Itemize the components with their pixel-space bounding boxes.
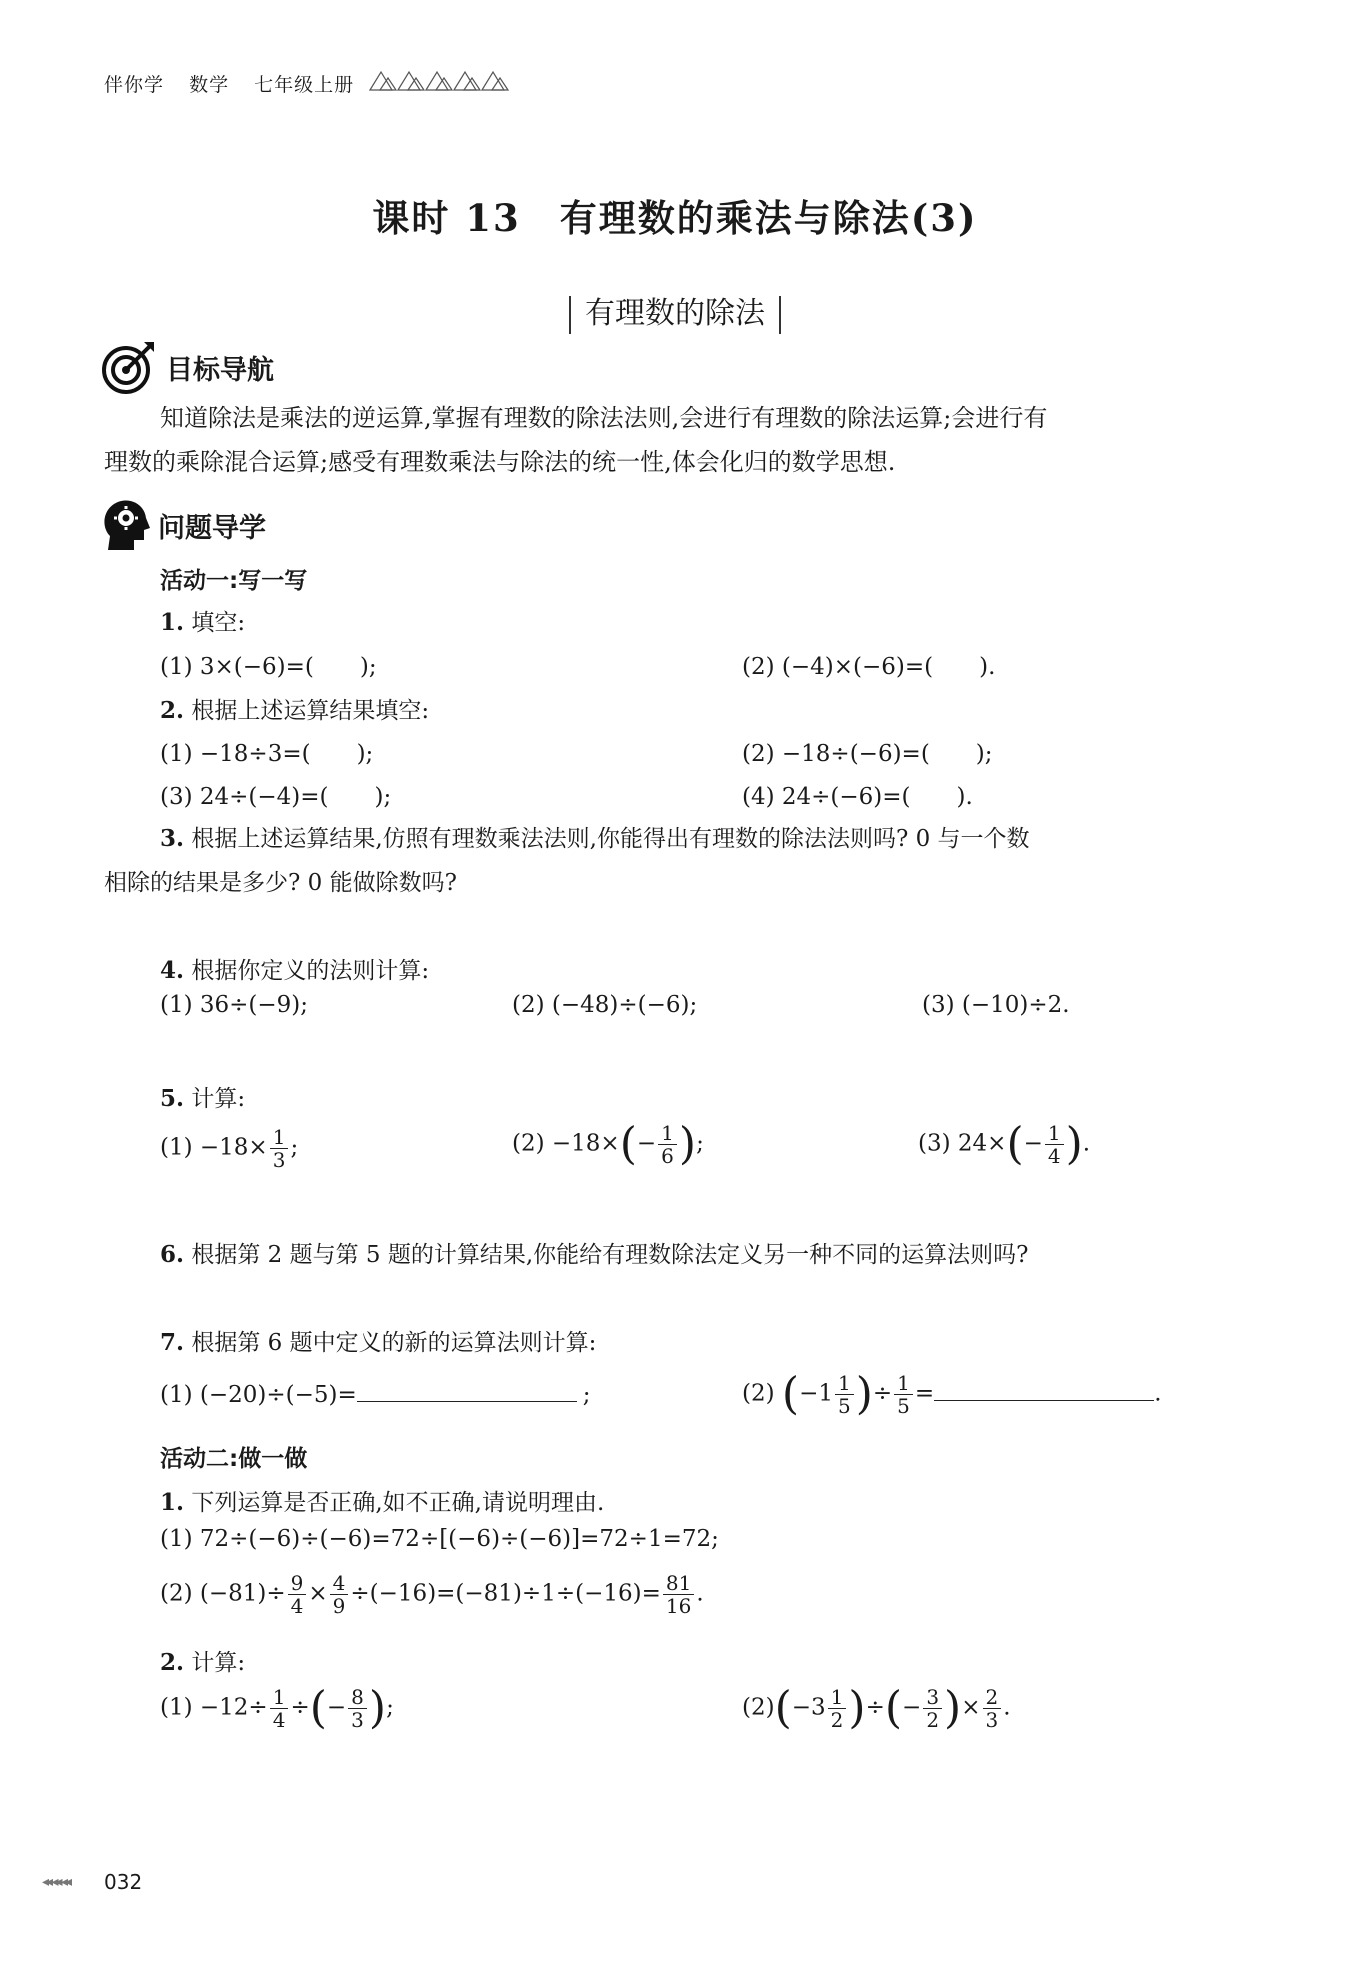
q1-part-a: (1) 3×(−6)=( );	[160, 654, 377, 680]
q5-part-a	[160, 1126, 298, 1171]
subtitle-bar-left	[569, 296, 571, 334]
q3-line-1	[160, 820, 1030, 853]
guide-heading: 问题导学	[158, 513, 266, 544]
a2-q2-text: 计算:	[191, 1650, 246, 1676]
a2q1b-fraction-1	[288, 1572, 307, 1617]
q7-text: 根据第 6 题中定义的新的运算法则计算:	[191, 1330, 597, 1356]
q5b-den: 6	[661, 1144, 674, 1168]
q5c-fraction	[1045, 1122, 1064, 1167]
q5b-sign: −	[636, 1130, 657, 1157]
goal-heading: 目标导航	[166, 355, 274, 386]
q5c-num: 1	[1045, 1122, 1064, 1145]
a2-q1-text: 下列运算是否正确,如不正确,请说明理由.	[191, 1490, 605, 1516]
q7b-fraction-2	[894, 1372, 913, 1417]
q4-num: 4.	[160, 957, 185, 984]
a2q2b-end: .	[1003, 1694, 1011, 1721]
a2q1b-mul: ×	[308, 1580, 328, 1607]
q5b-end: ;	[696, 1130, 704, 1157]
q7b-label: (2)	[742, 1380, 775, 1407]
series-name: 伴你学	[104, 74, 165, 96]
a2q2b-whole: −3	[791, 1694, 826, 1721]
a2q2a-fraction-1	[270, 1686, 289, 1731]
a2q1b-den-2: 9	[332, 1594, 346, 1618]
q7b-whole: −1	[799, 1380, 833, 1407]
a2q2a-num-1: 1	[270, 1686, 289, 1709]
q5-part-c: (3) 24×(− $\frac{1}{4}$ ).	[918, 1118, 1091, 1170]
q5a-num: 1	[270, 1126, 289, 1149]
q7-part-b: (2) (−1 $\frac{1}{5}$ )÷ $\frac{1}{5}$ = .	[742, 1368, 1162, 1420]
q7-part-a	[160, 1382, 591, 1408]
a2q2a-fraction-2	[348, 1686, 367, 1731]
q7b-fraction-1	[835, 1372, 854, 1417]
activity2-title: 活动二:做一做	[160, 1446, 308, 1472]
a2q1b-num-3: 81	[663, 1572, 694, 1595]
q2-part-c: (3) 24÷(−4)=( );	[160, 784, 392, 810]
q2-part-d: (4) 24÷(−6)=( ).	[742, 784, 973, 810]
page-number: 032	[104, 1870, 143, 1894]
q2-num: 2.	[160, 697, 185, 724]
q1-num: 1.	[160, 609, 185, 636]
a2q1b-den-1: 4	[290, 1594, 304, 1618]
q3-line-2: 相除的结果是多少? 0 能做除数吗?	[104, 870, 457, 896]
a2-q2-stem	[160, 1644, 245, 1677]
q5-stem	[160, 1080, 245, 1113]
a2q2b-sign: −	[902, 1694, 922, 1721]
a2-q1-stem	[160, 1484, 604, 1517]
target-icon	[100, 340, 156, 396]
a2q2b-mul: ×	[961, 1694, 981, 1721]
q5c-expr: (3) 24×	[918, 1130, 1007, 1157]
q5-text: 计算:	[191, 1086, 246, 1112]
head-gear-icon	[100, 498, 150, 554]
q5c-sign: −	[1023, 1130, 1043, 1157]
q7b-num-1: 1	[835, 1372, 854, 1395]
q7a-expr: (1) (−20)÷(−5)=	[160, 1382, 357, 1408]
a2q2b-div: ÷	[865, 1694, 885, 1721]
q5c-end: .	[1082, 1130, 1091, 1157]
q7b-div: ÷	[872, 1380, 893, 1407]
a2q1b-end: .	[696, 1580, 704, 1607]
q2-text: 根据上述运算结果填空:	[191, 698, 430, 724]
q2-part-b: (2) −18÷(−6)=( );	[742, 741, 993, 767]
subtitle-bar-right	[779, 296, 781, 334]
q7a-end: ;	[582, 1382, 591, 1408]
q1-part-b: (2) (−4)×(−6)=( ).	[742, 654, 996, 680]
triangle-decoration-icon	[368, 68, 518, 94]
a2q2a-den-2: 3	[351, 1708, 364, 1732]
q5b-expr: (2) −18×	[512, 1130, 620, 1157]
goal-line-1: 知道除法是乘法的逆运算,掌握有理数的除法法则,会进行有理数的除法运算;会进行有	[160, 404, 1048, 432]
q7b-answer-blank[interactable]	[934, 1400, 1154, 1401]
q3-num: 3.	[160, 825, 185, 852]
q4-part-a: (1) 36÷(−9);	[160, 992, 309, 1018]
q5a-fraction	[270, 1126, 289, 1171]
lesson-title: 课时 13 有理数的乘法与除法(3)	[372, 196, 978, 240]
q1-text: 填空:	[191, 610, 246, 636]
q7b-den-2: 5	[897, 1394, 910, 1418]
q4-part-b: (2) (−48)÷(−6);	[512, 992, 698, 1018]
a2q2b-den-3: 3	[985, 1708, 999, 1732]
q7a-answer-blank[interactable]	[357, 1401, 577, 1402]
q6-text: 根据第 2 题与第 5 题的计算结果,你能给有理数除法定义另一种不同的运算法则吗?	[191, 1242, 1029, 1268]
goal-line-2: 理数的乘除混合运算;感受有理数乘法与除法的统一性,体会化归的数学思想.	[104, 448, 896, 476]
a2q2a-div: ÷	[290, 1694, 310, 1721]
q4-stem	[160, 952, 429, 985]
q4-text: 根据你定义的法则计算:	[191, 958, 430, 984]
a2q2b-num-2: 3	[923, 1686, 942, 1709]
a2q2a-end: ;	[386, 1694, 394, 1721]
q5a-expr: (1) −18×	[160, 1134, 268, 1161]
grade-name: 七年级上册	[254, 74, 355, 96]
q3-text-1: 根据上述运算结果,仿照有理数乘法法则,你能得出有理数的除法法则吗? 0 与一个数	[191, 826, 1030, 852]
a2-q2-num: 2.	[160, 1649, 185, 1676]
a2q2a-den-1: 4	[272, 1708, 286, 1732]
a2q2a-num-2: 8	[348, 1686, 367, 1709]
q6-line	[160, 1236, 1028, 1269]
q5a-den: 3	[272, 1148, 286, 1172]
a2q2b-den-2: 2	[926, 1708, 940, 1732]
a2-q2-part-b: (2)(−3 $\frac{1}{2}$ )÷(− $\frac{3}{2}$ )× $\frac{2}{3}$ .	[742, 1682, 1011, 1734]
subject-name: 数学	[189, 74, 230, 96]
q7b-den-1: 5	[837, 1394, 851, 1418]
q1-stem	[160, 604, 245, 637]
a2-q2-part-a: (1) −12÷ $\frac{1}{4}$ ÷(− $\frac{8}{3}$ );	[160, 1682, 394, 1734]
a2q2b-fraction-1	[828, 1686, 847, 1731]
running-header	[104, 70, 372, 97]
q7b-num-2: 1	[894, 1372, 913, 1395]
q7-stem	[160, 1324, 596, 1357]
q2-stem	[160, 692, 429, 725]
a2q2b-fraction-2	[923, 1686, 942, 1731]
q5a-end: ;	[290, 1134, 299, 1161]
a2q2a-expr: (1) −12÷	[160, 1694, 268, 1721]
a2-q1-part-b	[160, 1572, 704, 1617]
a2q1b-num-1: 9	[288, 1572, 307, 1595]
arrow-left-icon: ◂◂ ◂◂ ◂◂	[42, 1874, 70, 1890]
a2q1b-num-2: 4	[330, 1572, 349, 1595]
a2q1b-den-3: 16	[665, 1594, 692, 1618]
a2q2b-label: (2)	[742, 1694, 775, 1721]
q5-num: 5.	[160, 1085, 185, 1112]
a2q2b-num-3: 2	[983, 1686, 1002, 1709]
q7b-eq: =	[914, 1380, 935, 1407]
a2-q1-part-a: (1) 72÷(−6)÷(−6)=72÷[(−6)÷(−6)]=72÷1=72;	[160, 1526, 719, 1552]
a2q2b-fraction-3	[983, 1686, 1002, 1731]
a2q2a-sign: −	[326, 1694, 347, 1721]
a2q1b-rest: ÷(−16)=(−81)÷1÷(−16)=	[350, 1580, 661, 1607]
q7-num: 7.	[160, 1329, 185, 1356]
q5-part-b: (2) −18×(− $\frac{1}{6}$ );	[512, 1118, 704, 1170]
q4-part-c: (3) (−10)÷2.	[922, 992, 1070, 1018]
q5b-num: 1	[658, 1122, 677, 1145]
a2-q1-num: 1.	[160, 1489, 185, 1516]
q2-part-a: (1) −18÷3=( );	[160, 741, 374, 767]
a2q1b-fraction-2	[330, 1572, 349, 1617]
section-subtitle	[0, 288, 1350, 334]
a2q2b-num-1: 1	[828, 1686, 847, 1709]
q7b-end: .	[1154, 1380, 1162, 1407]
q5c-den: 4	[1047, 1144, 1061, 1168]
q5b-fraction	[658, 1122, 677, 1167]
a2q1b-fraction-3	[663, 1572, 694, 1617]
q6-num: 6.	[160, 1241, 185, 1268]
a2q2b-den-1: 2	[830, 1708, 844, 1732]
a2q1b-expr: (2) (−81)÷	[160, 1580, 286, 1607]
activity1-title: 活动一:写一写	[160, 568, 308, 594]
subtitle-text: 有理数的除法	[585, 296, 765, 331]
